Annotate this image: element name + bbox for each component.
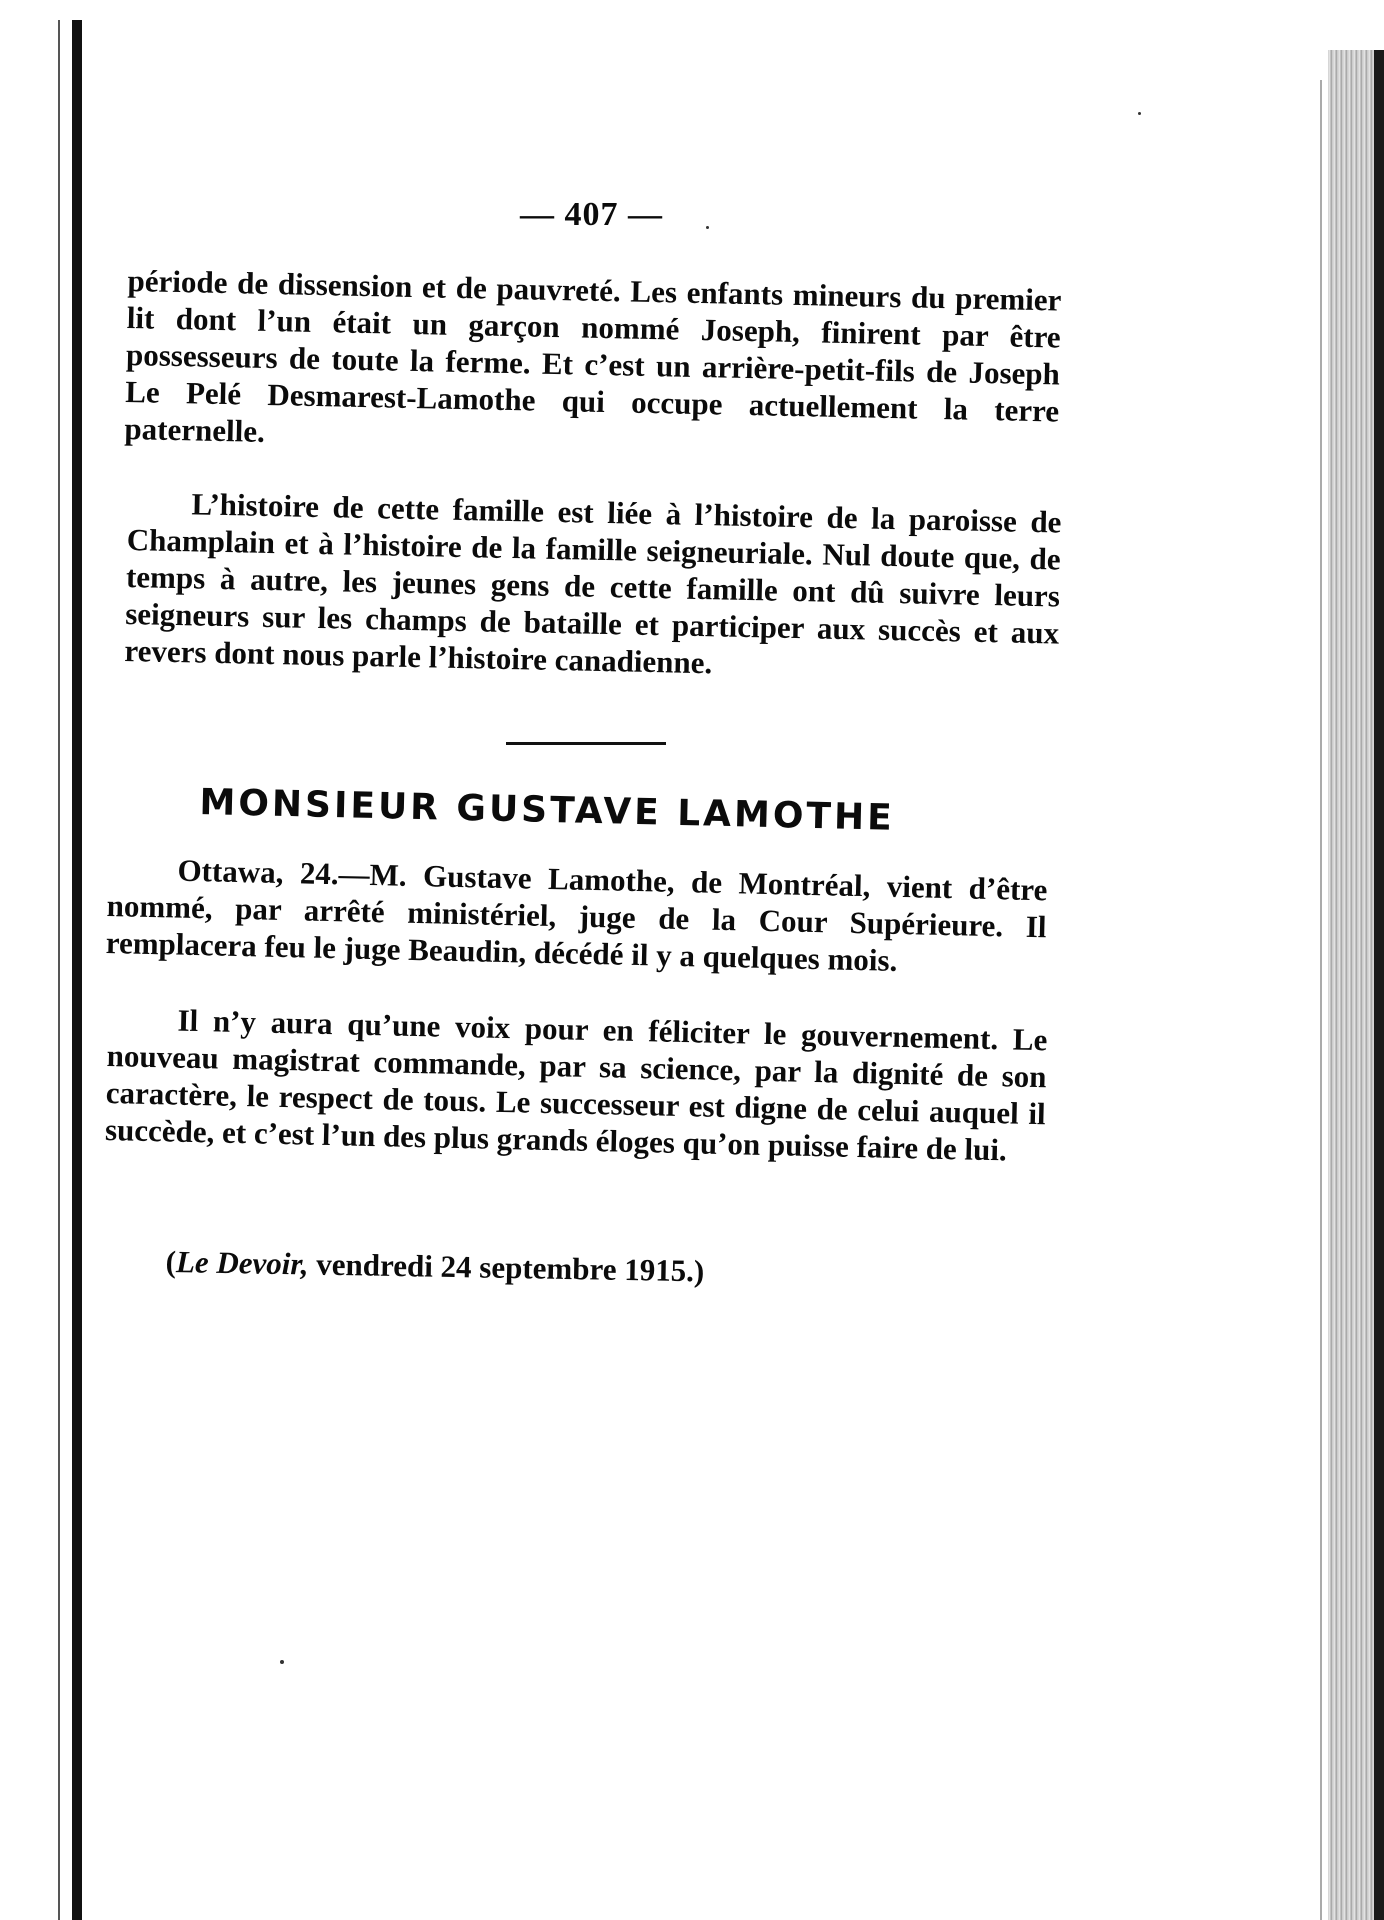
section-divider — [506, 742, 666, 745]
binding-edge-thin — [58, 20, 60, 1920]
article-paragraph-2: Il n’y aura qu’une voix pour en féliciter le gouvernement. Le nouveau magistrat commande, par sa science, par la dignité de son caractère, le respect de tous. Le successeur est digne de celui auquel il succède, et c’est l’un des plus grands éloges qu’on puisse faire de lui. — [104, 1002, 1048, 1168]
citation-publication: Le Devoir, — [175, 1244, 309, 1282]
paragraph-1: période de dissension et de pauvreté. Les enfants mineurs du premier lit dont l’un était un garçon nommé Joseph, finirent par être possesseurs de toute la ferme. Et c’est un arrière-petit-fils de Joseph Le Pelé Desmarest-Lamothe qui occupe actuellement la terre paternelle. — [124, 262, 1062, 449]
scan-speck — [1138, 112, 1141, 115]
citation-date: vendredi 24 septembre 1915.) — [308, 1246, 705, 1289]
paragraph-2: L’histoire de cette famille est liée à l’histoire de la paroisse de Champlain et à l’histoire de la famille seigneuriale. Nul doute que, de temps à autre, les jeunes gens de cette famille ont dû suivre leurs seigneurs sur les champs de bataille et participer aux succès et aux revers dont nous parle l’histoire canadienne. — [124, 486, 1062, 681]
page-border-right — [1320, 80, 1322, 1920]
scan-speck — [280, 1660, 284, 1664]
page-number: — 407 — — [520, 196, 663, 233]
binding-edge — [72, 20, 82, 1920]
scan-speck — [706, 226, 709, 229]
citation-open: ( — [165, 1244, 177, 1280]
article-title: MONSIEUR GUSTAVE LAMOTHE — [199, 782, 896, 839]
source-citation — [165, 1244, 806, 1291]
article-paragraph-1: Ottawa, 24.—M. Gustave Lamothe, de Montréal, vient d’être nommé, par arrêté ministériel, juge de la Cour Supérieure. Il remplacera feu le juge Beaudin, décédé il y a quelques mois. — [105, 852, 1048, 978]
page-stack-dark-edge — [1374, 50, 1384, 1920]
